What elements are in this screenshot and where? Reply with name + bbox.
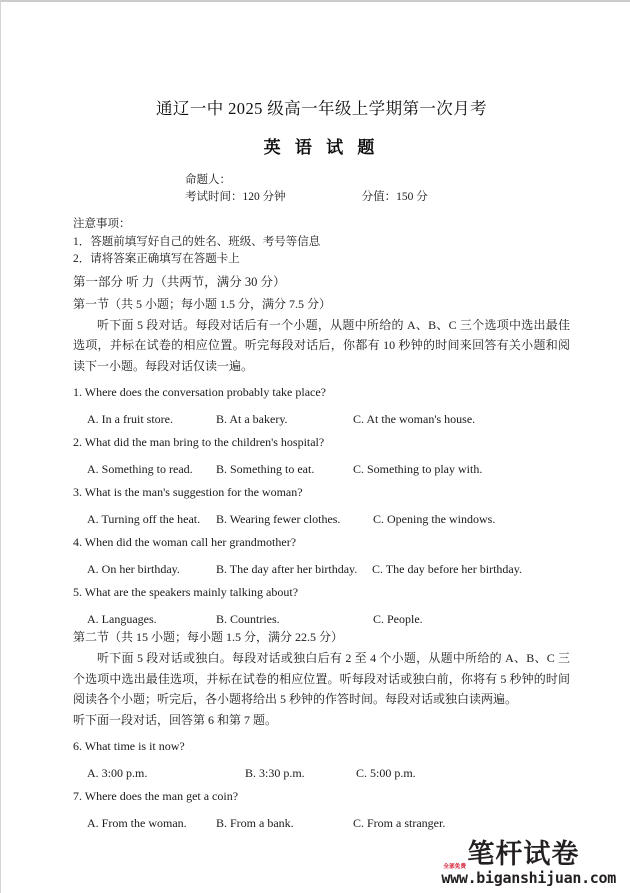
page-title: 通辽一中 2025 级高一年级上学期第一次月考 (156, 99, 487, 118)
question-2 (73, 432, 570, 476)
option-a[interactable]: A. From the woman. (87, 816, 187, 831)
watermark-url: www.biganshijuan.com (441, 869, 616, 887)
meta-score: 分值：150 分 (361, 191, 428, 204)
option-c[interactable]: C. At the woman's house. (353, 412, 476, 427)
notice-item: 2．请将答案正确填写在答题卡上 (73, 253, 240, 266)
question-7 (73, 786, 570, 830)
question-options (73, 409, 570, 426)
option-a[interactable]: A. Something to read. (87, 462, 193, 477)
document-body (73, 98, 570, 830)
question-3 (73, 482, 570, 526)
watermark-brand: 笔杆试卷 (467, 839, 580, 870)
option-a[interactable]: A. Turning off the heat. (87, 512, 201, 527)
meta-time-score (185, 189, 570, 206)
option-c[interactable]: C. From a stranger. (353, 816, 446, 831)
section-one-instruction: 听下面 5 段对话。每段对话后有一个小题，从题中所给的 A、B、C 三个选项中选出最佳选项，并标在试卷的相应位置。听完每段对话后，你都有 10 秒钟的时间来回答有关小题和阅读下一小题。每段对话仅读一遍。 (73, 317, 570, 373)
option-b[interactable]: B. Wearing fewer clothes. (216, 512, 341, 527)
meta-time: 考试时间：120 分钟 (185, 191, 286, 204)
option-b[interactable]: B. 3:30 p.m. (245, 766, 305, 781)
watermark-badge: 全部免费 (443, 864, 467, 870)
option-c[interactable]: C. People. (373, 612, 423, 627)
question-stem: 7. Where does the man get a coin? (73, 789, 239, 804)
question-4 (73, 532, 570, 576)
notice-item: 1．答题前填写好自己的姓名、班级、考号等信息 (73, 235, 321, 248)
option-b[interactable]: B. Countries. (216, 612, 280, 627)
option-a[interactable]: A. 3:00 p.m. (87, 766, 148, 781)
question-options (73, 813, 570, 830)
option-c[interactable]: C. Something to play with. (353, 462, 483, 477)
option-a[interactable]: A. In a fruit store. (87, 412, 173, 427)
option-c[interactable]: C. 5:00 p.m. (356, 766, 416, 781)
question-stem: 2. What did the man bring to the children's hospital? (73, 435, 325, 450)
watermark (441, 840, 616, 887)
section-two-dialogue-note: 听下面一段对话，回答第 6 和第 7 题。 (73, 712, 278, 727)
option-a[interactable]: A. On her birthday. (87, 562, 180, 577)
part-one-heading: 第一部分 听 力（共两节，满分 30 分） (73, 274, 286, 289)
option-a[interactable]: A. Languages. (87, 612, 157, 627)
question-options (73, 559, 570, 576)
question-stem: 1. Where does the conversation probably take place? (73, 385, 327, 400)
question-stem: 3. What is the man's suggestion for the woman? (73, 485, 303, 500)
question-options (73, 459, 570, 476)
page-subtitle: 英 语 试 题 (263, 138, 380, 158)
option-b[interactable]: B. The day after her birthday. (216, 562, 358, 577)
option-c[interactable]: C. The day before her birthday. (372, 562, 522, 577)
question-stem: 4. When did the woman call her grandmother? (73, 535, 297, 550)
section-one-heading: 第一节（共 5 小题；每小题 1.5 分，满分 7.5 分） (73, 296, 332, 311)
question-stem: 6. What time is it now? (73, 739, 185, 754)
question-options (73, 609, 570, 626)
section-two-heading: 第二节（共 15 小题；每小题 1.5 分，满分 22.5 分） (73, 630, 344, 645)
option-c[interactable]: C. Opening the windows. (373, 512, 496, 527)
question-options (73, 763, 570, 780)
notice-block (73, 216, 570, 269)
question-1 (73, 382, 570, 426)
exam-meta (185, 172, 570, 206)
option-b[interactable]: B. From a bank. (216, 816, 294, 831)
option-b[interactable]: B. At a bakery. (216, 412, 288, 427)
question-5 (73, 582, 570, 626)
notice-heading: 注意事项： (73, 218, 131, 231)
question-6 (73, 736, 570, 780)
question-stem: 5. What are the speakers mainly talking about? (73, 585, 299, 600)
section-two-instruction: 听下面 5 段对话或独白。每段对话或独白后有 2 至 4 个小题，从题中所给的 A、B、C 三个选项中选出最佳选项，并标在试卷的相应位置。听每段对话或独白前，你将有 5 秒钟的时间阅读各个小题；听完后，各小题将给出 5 秒钟的作答时间。每段对话或独白读两遍。 (73, 651, 570, 707)
option-b[interactable]: B. Something to eat. (216, 462, 315, 477)
meta-author: 命题人： (185, 174, 231, 187)
question-options (73, 509, 570, 526)
